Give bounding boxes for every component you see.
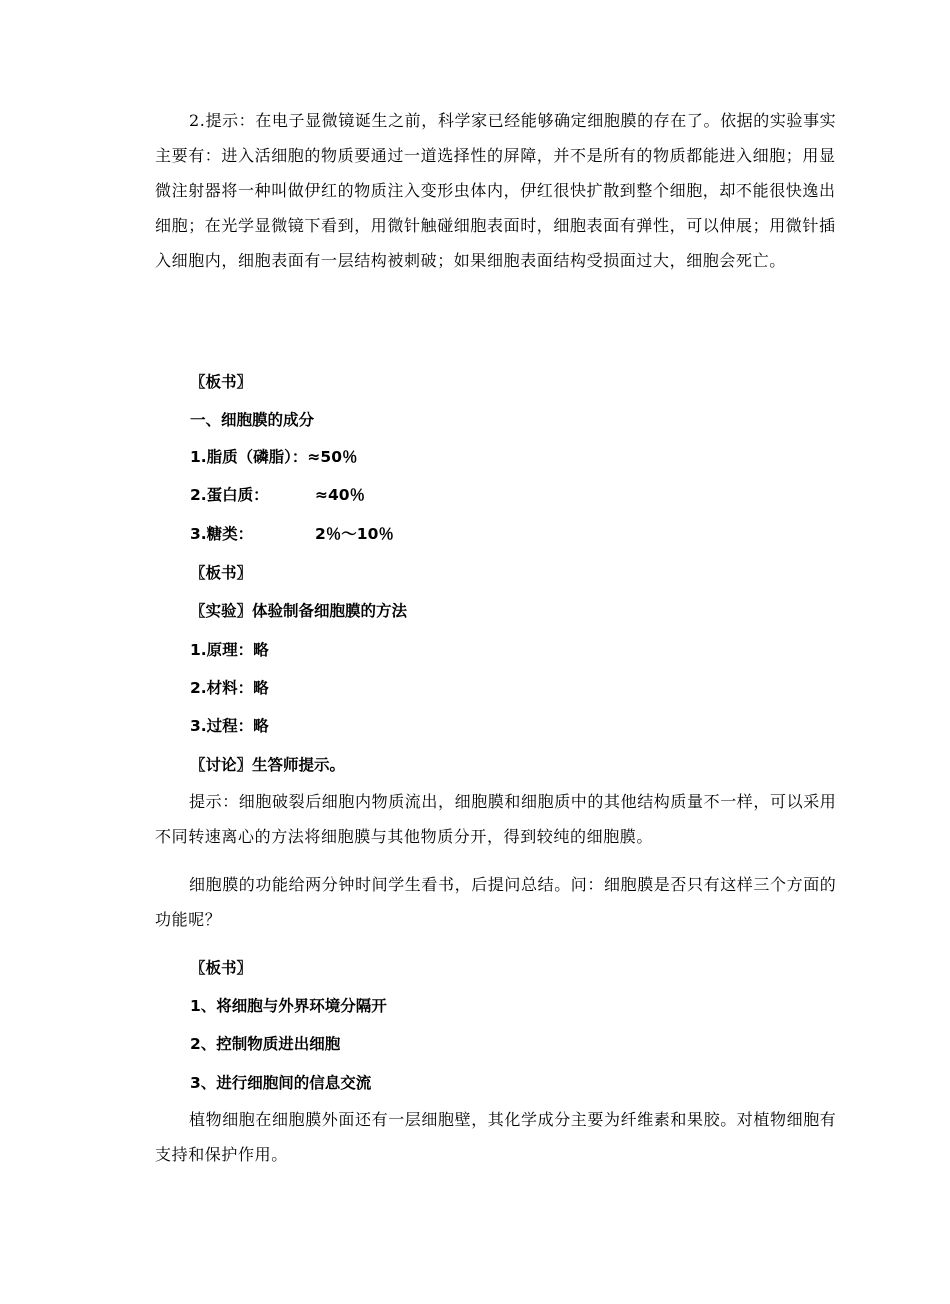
paragraph-cell-wall: 植物细胞在细胞膜外面还有一层细胞壁，其化学成分主要为纤维素和果胶。对植物细胞有支持和保护作用。: [155, 1110, 837, 1164]
experiment-item-process: 3.过程：略: [190, 717, 269, 735]
composition-value: ≈40％: [315, 486, 366, 504]
paragraph-membrane-function: 细胞膜的功能给两分钟时间学生看书，后提问总结。问：细胞膜是否只有这样三个方面的功能呢？: [155, 875, 837, 929]
composition-label: 2.蛋白质：: [190, 486, 269, 504]
board-heading-2: 〖板书〗: [190, 564, 253, 582]
function-item-control: 2、控制物质进出细胞: [190, 1035, 341, 1053]
discussion-heading: 〖讨论〗生答师提示。: [190, 756, 346, 774]
experiment-item-principle: 1.原理：略: [190, 641, 269, 659]
composition-item-protein: [190, 485, 366, 505]
experiment-item-materials: 2.材料：略: [190, 679, 269, 697]
composition-item-lipid: 1.脂质（磷脂）：≈50％: [190, 448, 358, 466]
section-heading-membrane-composition: 一、细胞膜的成分: [190, 411, 315, 429]
function-item-separate: 1、将细胞与外界环境分隔开: [190, 997, 387, 1015]
composition-item-sugar: [190, 524, 394, 544]
composition-label: 3.糖类：: [190, 525, 254, 543]
experiment-heading: 〖实验〗体验制备细胞膜的方法: [190, 602, 408, 620]
paragraph-hint-centrifuge: 提示：细胞破裂后细胞内物质流出，细胞膜和细胞质中的其他结构质量不一样，可以采用不同转速离心的方法将细胞膜与其他物质分开，得到较纯的细胞膜。: [155, 792, 837, 846]
function-item-communication: 3、进行细胞间的信息交流: [190, 1074, 372, 1092]
paragraph-hint-2: 2.提示：在电子显微镜诞生之前，科学家已经能够确定细胞膜的存在了。依据的实验事实主要有：进入活细胞的物质要通过一道选择性的屏障，并不是所有的物质都能进入细胞；用显微注射器将一种叫做伊红的物质注入变形虫体内，伊红很快扩散到整个细胞，却不能很快逸出细胞；在光学显微镜下看到，用微针触碰细胞表面时，细胞表面有弹性，可以伸展；用微针插入细胞内，细胞表面有一层结构被刺破；如果细胞表面结构受损面过大，细胞会死亡。: [155, 111, 837, 270]
board-heading-3: 〖板书〗: [190, 959, 253, 977]
board-heading-1: 〖板书〗: [190, 373, 253, 391]
composition-value: 2％～10％: [315, 525, 394, 543]
